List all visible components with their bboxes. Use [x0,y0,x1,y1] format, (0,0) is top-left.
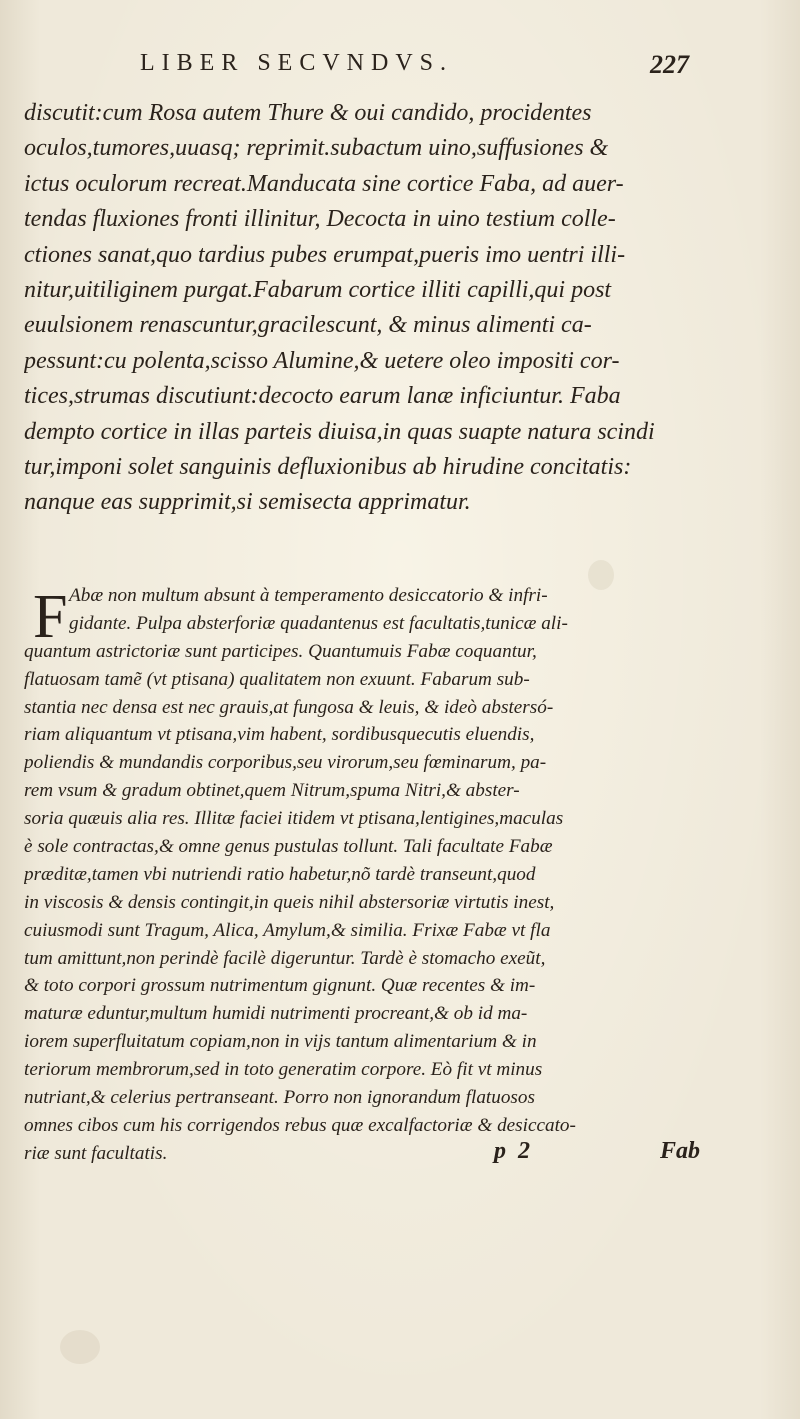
text-line: rem vsum & gradum obtinet,quem Nitrum,spuma Nitri,& abster- [24,780,520,802]
text-line: tum amittunt,non perindè facilè digeruntur. Tardè è stomacho exeũt, [24,947,546,969]
text-line: gidante. Pulpa absterforiæ quadantenus est facultatis,tunicæ ali- [69,612,568,634]
text-line: stantia nec densa est nec grauis,at fungosa & leuis, & ideò abstersó- [24,696,554,718]
text-line: oculos,tumores,uuasq; reprimit.subactum uino,suffusiones & [24,135,609,162]
text-line: poliendis & mundandis corporibus,seu virorum,seu fœminarum, pa- [24,752,547,774]
text-line: flatuosam tamẽ (vt ptisana) qualitatem non exuunt. Fabarum sub- [24,668,530,690]
text-line: teriorum membrorum,sed in toto generatim corpore. Eò fit vt minus [24,1059,543,1081]
text-line: Abæ non multum absunt à temperamento desiccatorio & infri- [69,585,548,606]
text-line: nitur,uitiliginem purgat.Fabarum cortice illiti capilli,qui post [24,276,612,303]
page-footer [0,1138,800,1178]
text-line: discutit:cum Rosa autem Thure & oui candido, procidentes [24,100,592,126]
text-line: tendas fluxiones fronti illinitur, Decocta in uino testium colle- [24,206,616,233]
text-line: tices,strumas discutiunt:decocto earum lanæ inficiuntur. Faba [24,383,621,410]
drop-cap-initial: F [33,583,68,651]
running-head: LIBER SECVNDVS. [140,50,454,76]
text-line: quantum astrictoriæ sunt participes. Quantumuis Fabæ coquantur, [24,640,537,662]
text-line: pessunt:cu polenta,scisso Alumine,& uetere oleo impositi cor- [24,347,620,374]
text-line: præditæ,tamen vbi nutriendi ratio habetur,nõ tardè transeunt,quod [24,863,536,885]
page-number: 227 [650,50,689,79]
body-paragraph [24,582,714,1168]
text-line: in viscosis & densis contingit,in queis nihil abstersoriæ virtutis inest, [24,891,555,913]
commentary-paragraph [24,96,714,521]
text-line: & toto corpori grossum nutrimentum gignunt. Quæ recentes & im- [24,975,536,997]
text-line: dempto cortice in illas parteis diuisa,in quas suapte natura scindi [24,418,655,445]
text-line: ctiones sanat,quo tardius pubes erumpat,pueris imo uentri illi- [24,241,626,268]
text-line: tur,imponi solet sanguinis defluxionibus ab hirudine concitatis: [24,453,632,480]
text-line: ictus oculorum recreat.Manducata sine cortice Faba, ad auer- [24,170,624,197]
text-line: è sole contractas,& omne genus pustulas tollunt. Tali facultate Fabæ [24,836,553,858]
text-line: iorem superfluitatum copiam,non in vijs tantum alimentarium & in [24,1031,537,1053]
signature-mark: p 2 [494,1138,530,1164]
text-line: cuiusmodi sunt Tragum, Alica, Amylum,& similia. Frixæ Fabæ vt fla [24,919,551,941]
paper-stain [60,1330,100,1364]
text-line: nanque eas supprimit,si semisecta apprimatur. [24,489,471,516]
text-line: omnes cibos cum his corrigendos rebus quæ excalfactoriæ & desiccato- [24,1114,576,1136]
catchword: Fab [660,1138,701,1164]
text-line: riæ sunt facultatis. [24,1142,168,1164]
text-line: euulsionem renascuntur,gracilescunt, & minus alimenti ca- [24,312,592,339]
page-header [0,48,800,88]
text-line: soria quæuis alia res. Illitæ faciei itidem vt ptisana,lentigines,maculas [24,808,564,830]
text-line: riam aliquantum vt ptisana,vim habent, sordibusquecutis eluendis, [24,724,535,746]
text-line: maturæ eduntur,multum humidi nutrimenti procreant,& ob id ma- [24,1003,528,1025]
text-line: nutriant,& celerius pertranseant. Porro non ignorandum flatuosos [24,1087,535,1109]
